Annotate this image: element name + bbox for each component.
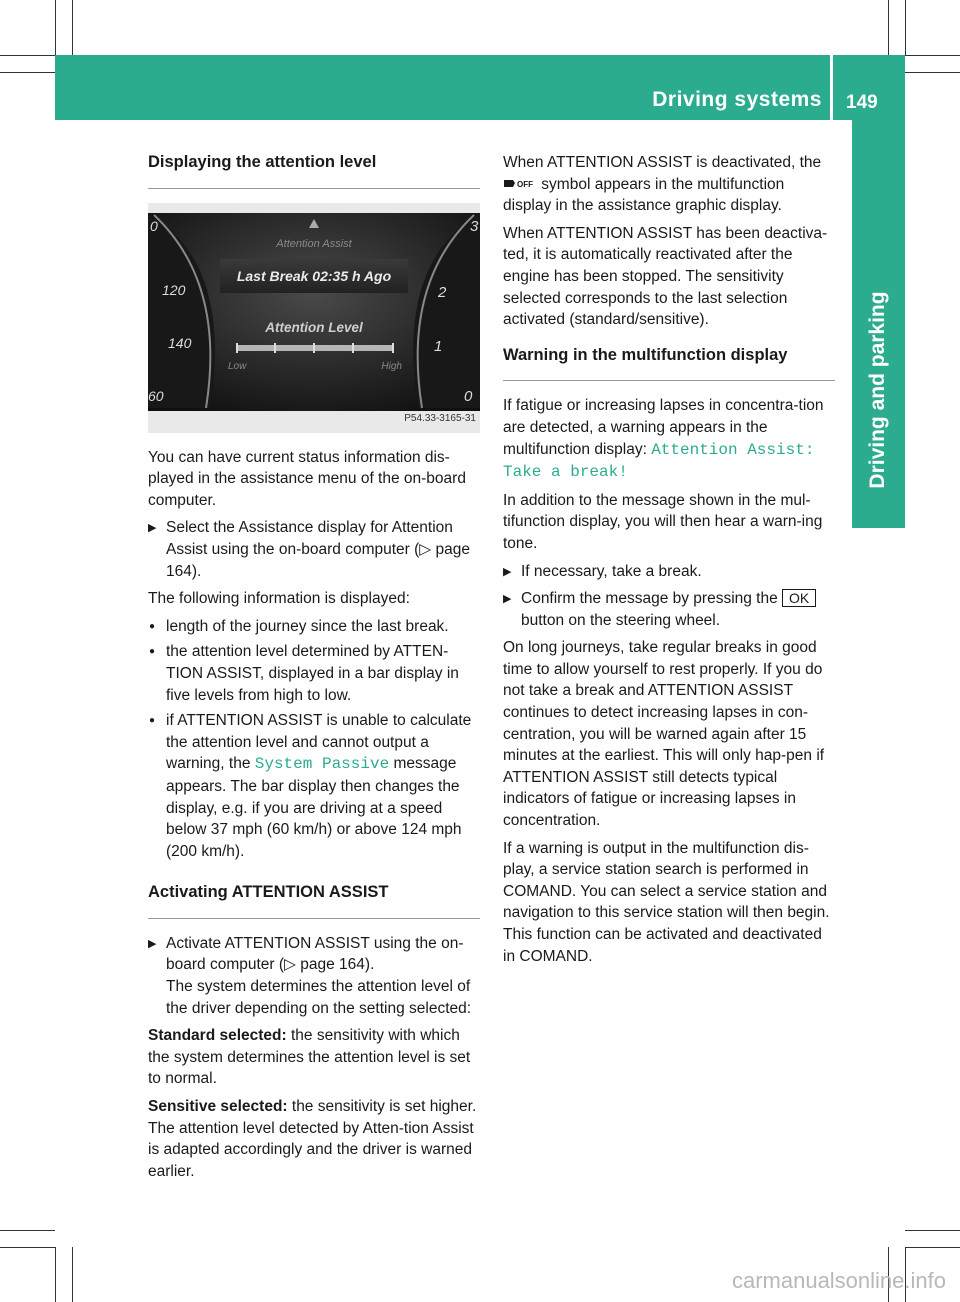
section-title-activating: Activating ATTENTION ASSIST: [148, 882, 480, 919]
crop-mark: [905, 72, 960, 73]
instruction-step: ▶ Select the Assistance display for Attention Assist using the on-board computer (▷ page 164).: [148, 517, 480, 582]
bar-segment-tick: [236, 343, 238, 353]
crop-mark: [888, 0, 889, 55]
crop-mark: [0, 1247, 55, 1248]
crop-mark: [55, 0, 56, 55]
bullet-item: [148, 710, 480, 862]
paragraph: In addition to the message shown in the mul-tifunction display, you will then hear a warn-ing tone.: [503, 491, 823, 552]
crop-mark: [0, 72, 55, 73]
crop-mark: [905, 1230, 960, 1231]
fig-attention-level-label: Attention Level: [265, 319, 363, 335]
instruction-step: [503, 588, 835, 631]
paragraph-text: When ATTENTION ASSIST is deactivated, the: [503, 154, 822, 171]
crop-mark: [0, 1230, 55, 1231]
bullet-text: message appears. The bar display then changes the display, e.g. if you are driving at a speed below 37 mph (60 km/h) or above 124 mph (200 km/h).: [166, 755, 462, 860]
section-header-title: Driving systems: [652, 88, 822, 111]
standard-selected-text: the sensitivity with which the system determines the attention level is set to normal.: [148, 1027, 471, 1088]
step-text: Activate ATTENTION ASSIST using the on-board computer (▷ page 164).: [166, 934, 464, 974]
section-title-displaying: Displaying the attention level: [148, 152, 480, 189]
paragraph-text: symbol appears in the multifunction display in the assistance graphic display.: [503, 175, 785, 215]
page-number: 149: [846, 92, 878, 113]
crop-mark: [55, 1247, 56, 1302]
header-divider: [830, 55, 833, 120]
attention-assist-off-icon: [503, 177, 537, 190]
figure-reference-code: P54.33-3165-31: [404, 413, 476, 424]
chapter-side-tab-label: Driving and parking: [866, 291, 889, 489]
bar-segment-tick: [352, 343, 354, 353]
speed-tick-label: 140: [168, 334, 192, 351]
speed-tick-label: 0: [150, 217, 158, 234]
fig-high-label: High: [381, 360, 402, 372]
bullet-item: ● length of the journey since the last break.: [148, 616, 480, 638]
step-result-text: The system determines the attention level of the driver depending on the setting selected:: [166, 978, 472, 1017]
bar-segment-tick: [274, 343, 276, 353]
crop-mark: [905, 0, 906, 55]
paragraph: If a warning is output in the multifunction dis-play, a service station search is performed in COMAND. You can select a service station and navigation to this service station will then begin. This function can be activated and deactivated in COMAND.: [503, 839, 830, 965]
paragraph: [503, 152, 835, 217]
section-title-warning: Warning in the multifunction display: [503, 345, 835, 382]
step-text: button on the steering wheel.: [521, 611, 721, 629]
rpm-tick-label: 0: [464, 387, 473, 405]
ok-key-icon: OK: [782, 589, 816, 607]
cluster-illustration: [148, 203, 480, 433]
instruction-step: [148, 933, 480, 1019]
paragraph: You can have current status information dis-played in the assistance menu of the on-board computer.: [148, 448, 466, 509]
svg-text:OFF: OFF: [517, 179, 533, 189]
speed-tick-label: 120: [162, 281, 186, 298]
take-a-break-message: Attention Assist: Take a break!: [503, 440, 815, 482]
left-column: [148, 152, 480, 1188]
paragraph: On long journeys, take regular breaks in good time to allow yourself to rest properly. If you do not take a break and ATTENTION ASSIST continues to detect increasing lapses in con-centration, you will be warned again after 15 minutes at the earliest. This will only hap-pen if ATTENTION ASSIST still detects typical indicators of fatigue or increasing lapses in concentration.: [503, 639, 825, 830]
speed-tick-label: 60: [148, 387, 164, 404]
crop-mark: [905, 1247, 960, 1248]
rpm-tick-label: 1: [434, 337, 443, 355]
instrument-cluster-figure: [148, 203, 480, 433]
fig-low-label: Low: [228, 360, 247, 372]
rpm-tick-label: 2: [438, 283, 447, 301]
paragraph: The following information is displayed:: [148, 590, 410, 608]
crop-mark: [72, 0, 73, 55]
standard-selected-label: Standard selected:: [148, 1027, 287, 1045]
bar-segment-tick: [392, 343, 394, 353]
right-column: [503, 152, 835, 973]
crop-mark: [0, 55, 55, 56]
fig-last-break-text: Last Break 02:35 h Ago: [236, 267, 392, 284]
bar-segment-tick: [313, 343, 315, 353]
system-passive-message: System Passive: [254, 755, 390, 774]
sensitive-selected-label: Sensitive selected:: [148, 1098, 288, 1116]
rpm-tick-label: 3: [470, 217, 479, 235]
crop-mark: [72, 1247, 73, 1302]
bullet-text: if ATTENTION ASSIST is unable to calculate the attention level and cannot output a warning, the: [166, 712, 472, 773]
step-text: Confirm the message by pressing the: [521, 590, 783, 608]
paragraph: [503, 395, 835, 483]
fig-attention-assist-title: Attention Assist: [276, 237, 352, 250]
watermark: carmanualsonline.info: [731, 1268, 946, 1293]
paragraph: [148, 1025, 480, 1090]
crop-mark: [905, 55, 960, 56]
instruction-step: ▶ If necessary, take a break.: [503, 561, 835, 583]
paragraph: When ATTENTION ASSIST has been deactiva-ted, it is automatically reactivated after the engine has been stopped. The sensitivity selected corresponds to the last selection activated (standard/sensitive).: [503, 224, 828, 329]
sensitive-selected-text: the sensitivity is set higher. The attention level detected by Atten-tion Assist is adapted accordingly and the driver is warned earlier.: [148, 1098, 477, 1180]
paragraph: [148, 1096, 480, 1182]
paragraph-text: If fatigue or increasing lapses in concentra-tion are detected, a warning appears in the multifunction display:: [503, 397, 824, 458]
bullet-item: ● the attention level determined by ATTEN-TION ASSIST, displayed in a bar display in five levels from high to low.: [148, 641, 480, 706]
